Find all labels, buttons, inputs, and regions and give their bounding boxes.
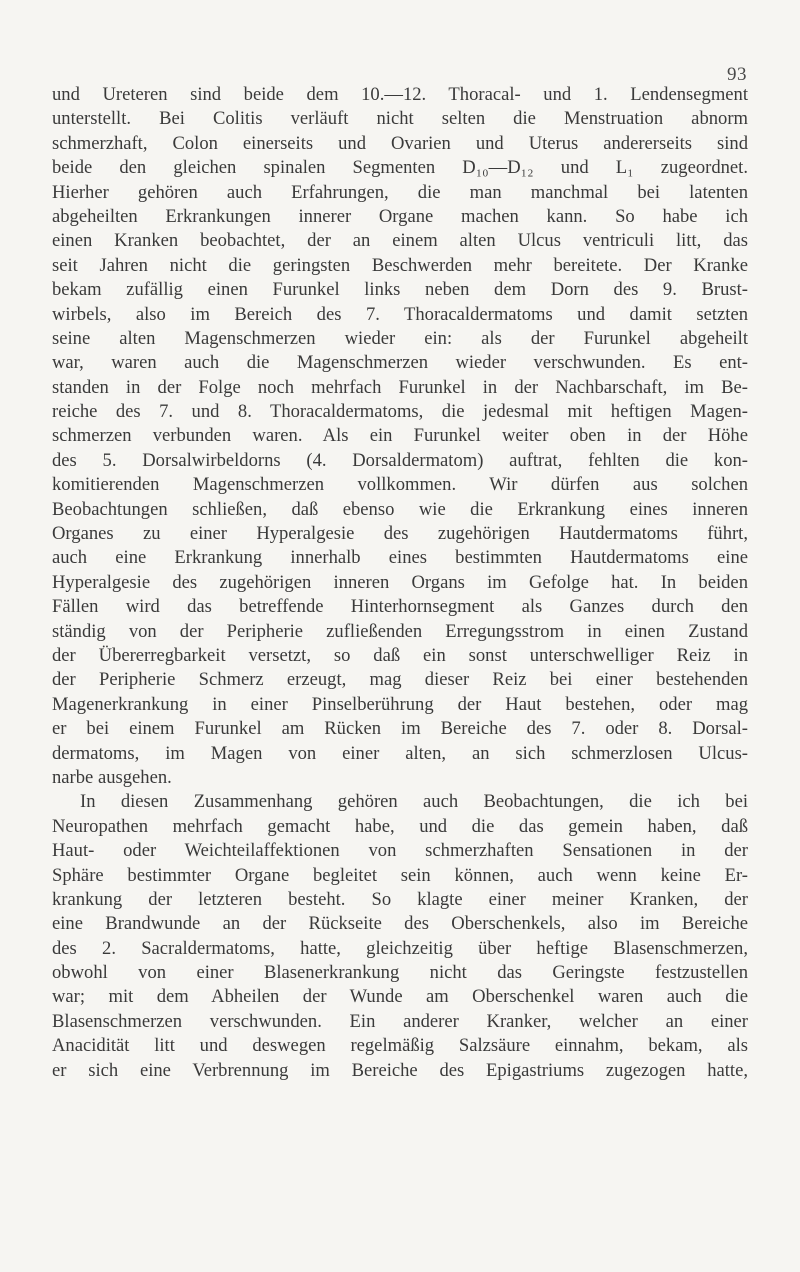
text-line: Sphäre bestimmter Organe begleitet sein können, auch wenn keine Er- — [52, 864, 748, 886]
text-line: narbe ausgehen. — [52, 766, 172, 788]
text-line: krankung der letzteren besteht. So klagte einer meiner Kranken, der — [52, 888, 748, 910]
text-line: Fällen wird das betreffende Hinterhornsegment als Ganzes durch den — [52, 596, 748, 618]
text-line: eine Brandwunde an der Rückseite des Oberschenkels, also im Bereiche — [52, 913, 748, 935]
text-line: reiche des 7. und 8. Thoracaldermatoms, die jedesmal mit heftigen Magen- — [52, 401, 748, 423]
text-line: Neuropathen mehrfach gemacht habe, und die das gemein haben, daß — [52, 815, 748, 837]
text-line: ständig von der Peripherie zufließenden Erregungsstrom in einen Zustand — [52, 620, 748, 642]
text-line: seit Jahren nicht die geringsten Beschwerden mehr bereitete. Der Kranke — [52, 254, 748, 276]
text-line: unterstellt. Bei Colitis verläuft nicht selten die Menstruation abnorm — [52, 108, 748, 130]
text-line: standen in der Folge noch mehrfach Furunkel in der Nachbarschaft, im Be- — [52, 376, 748, 398]
text-line: auch eine Erkrankung innerhalb eines bestimmten Hautdermatoms eine — [52, 547, 748, 569]
text-line: bekam zufällig einen Furunkel links neben dem Dorn des 9. Brust- — [52, 279, 748, 301]
text-line: Organes zu einer Hyperalgesie des zugehörigen Hautdermatoms führt, — [52, 523, 748, 545]
text-line: der Übererregbarkeit versetzt, so daß ein sonst unterschwelliger Reiz in — [52, 644, 748, 666]
text-line: Haut- oder Weichteilaffektionen von schmerzhaften Sensationen in der — [52, 840, 748, 862]
text-line: Hyperalgesie des zugehörigen inneren Organs im Gefolge hat. In beiden — [52, 571, 748, 593]
text-line: wirbels, also im Bereich des 7. Thoracaldermatoms und damit setzten — [52, 303, 748, 325]
text-line: und Ureteren sind beide dem 10.—12. Thoracal- und 1. Lendensegment — [52, 84, 748, 105]
text-line: war, waren auch die Magenschmerzen wieder verschwunden. Es ent- — [52, 352, 748, 374]
text-line: einen Kranken beobachtet, der an einem alten Ulcus ventriculi litt, das — [52, 230, 748, 252]
text-line: der Peripherie Schmerz erzeugt, mag dieser Reiz bei einer bestehenden — [52, 669, 748, 691]
text-line: er bei einem Furunkel am Rücken im Bereiche des 7. oder 8. Dorsal- — [52, 718, 748, 740]
text-line: war; mit dem Abheilen der Wunde am Oberschenkel waren auch die — [52, 986, 748, 1008]
text-line: er sich eine Verbrennung im Bereiche des Epigastriums zugezogen hatte, — [52, 1059, 748, 1081]
text-line: des 5. Dorsalwirbeldorns (4. Dorsaldermatom) auftrat, fehlten die kon- — [52, 449, 748, 471]
text-line: beide den gleichen spinalen Segmenten D₁₀—D₁₂ und L₁ zugeordnet. — [52, 157, 748, 179]
page-number: 93 — [727, 64, 747, 85]
text-line: komitierenden Magenschmerzen vollkommen. Wir dürfen aus solchen — [52, 474, 748, 496]
paragraph — [52, 790, 748, 1083]
paragraph — [52, 83, 748, 790]
text-line: Magenerkrankung in einer Pinselberührung der Haut bestehen, oder mag — [52, 693, 748, 715]
text-line: In diesen Zusammenhang gehören auch Beobachtungen, die ich bei — [80, 791, 748, 813]
text-line: dermatoms, im Magen von einer alten, an sich schmerzlosen Ulcus- — [52, 742, 748, 764]
text-line: Beobachtungen schließen, daß ebenso wie die Erkrankung eines inneren — [52, 498, 748, 520]
text-line: des 2. Sacraldermatoms, hatte, gleichzeitig über heftige Blasenschmerzen, — [52, 937, 748, 959]
text-line: abgeheilten Erkrankungen innerer Organe machen kann. So habe ich — [52, 205, 748, 227]
text-line: schmerzen verbunden waren. Als ein Furunkel weiter oben in der Höhe — [52, 425, 748, 447]
text-line: Anacidität litt und deswegen regelmäßig Salzsäure einnahm, bekam, als — [52, 1035, 748, 1057]
text-line: obwohl von einer Blasenerkrankung nicht das Geringste festzustellen — [52, 962, 748, 984]
text-line: Blasenschmerzen verschwunden. Ein anderer Kranker, welcher an einer — [52, 1010, 748, 1032]
text-line: seine alten Magenschmerzen wieder ein: als der Furunkel abgeheilt — [52, 327, 748, 349]
body-text — [52, 83, 748, 1083]
text-line: schmerzhaft, Colon einerseits und Ovarien und Uterus andererseits sind — [52, 132, 748, 154]
text-line: Hierher gehören auch Erfahrungen, die man manchmal bei latenten — [52, 181, 748, 203]
